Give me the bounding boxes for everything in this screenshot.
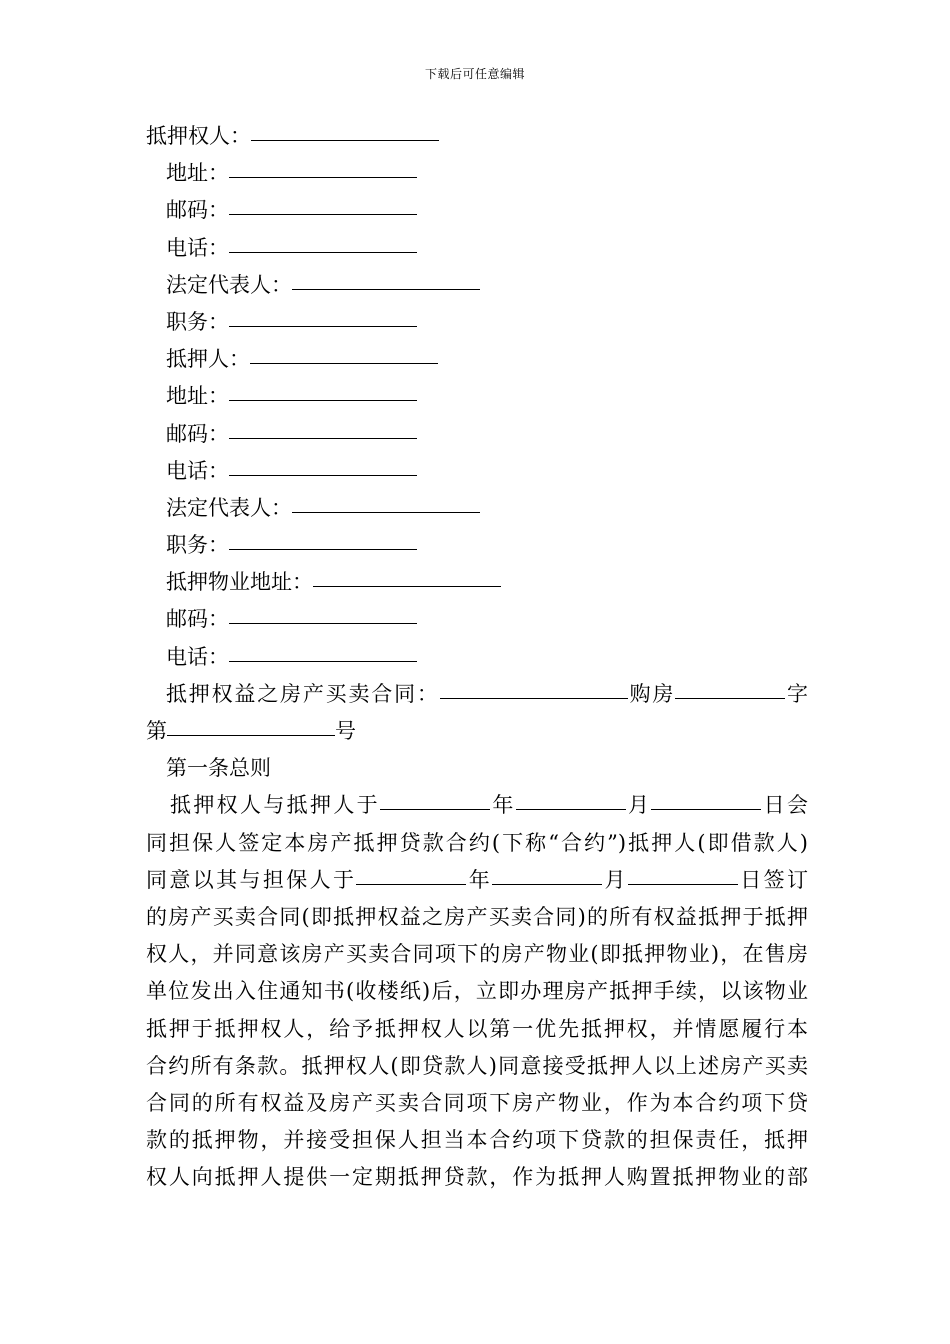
mortgagee-position-row xyxy=(146,304,808,341)
contract-blank[interactable] xyxy=(440,676,628,699)
mortgagor-row xyxy=(146,341,808,378)
contract-purchase-label: 购房 xyxy=(627,681,676,706)
mortgagor-address-row xyxy=(146,378,808,415)
contract-zi-label: 字 xyxy=(785,681,808,706)
mortgagee-phone-row xyxy=(146,230,808,267)
mortgagor-address-label: 地址： xyxy=(166,384,229,409)
mortgagor-postcode-label: 邮码： xyxy=(166,421,229,446)
mortgagor-position-row xyxy=(146,527,808,564)
contract-di-label: 第 xyxy=(146,719,167,743)
article1-text-line: 权人，并同意该房产买卖合同项下的房产物业(即抵押物业)，在售房 xyxy=(146,942,808,967)
mortgagee-phone-label: 电话： xyxy=(166,235,229,260)
contract-label: 抵押权益之房产买卖合同： xyxy=(166,681,440,706)
contract-number-blank[interactable] xyxy=(167,713,335,736)
mortgagee-postcode-row xyxy=(146,192,808,229)
mortgagor-label: 抵押人： xyxy=(166,347,250,372)
mortgagee-postcode-blank[interactable] xyxy=(229,192,417,215)
article1-month-label-1: 月 xyxy=(625,793,652,818)
article1-month-label-2: 月 xyxy=(602,867,628,892)
article1-line3-suffix: 日签订 xyxy=(737,867,808,892)
article1-text-line: 单位发出入住通知书(收楼纸)后，立即办理房产抵押手续，以该物业 xyxy=(146,979,808,1004)
contract-purchase-blank[interactable] xyxy=(675,676,785,699)
mortgagee-phone-blank[interactable] xyxy=(229,230,417,253)
header-note: 下载后可任意编辑 xyxy=(424,67,525,81)
property-phone-row xyxy=(146,639,808,676)
mortgagor-position-blank[interactable] xyxy=(229,527,417,550)
article1-text-line: 抵押于抵押权人，给予抵押权人以第一优先抵押权，并情愿履行本 xyxy=(146,1016,808,1041)
article1-day-blank-1[interactable] xyxy=(651,787,761,810)
article1-month-blank-1[interactable] xyxy=(516,787,626,810)
property-postcode-blank[interactable] xyxy=(229,601,417,624)
mortgagee-position-blank[interactable] xyxy=(229,304,417,327)
article1-title: 第一条总则 xyxy=(166,756,271,781)
mortgagee-row xyxy=(146,118,808,155)
contract-body xyxy=(146,118,808,1196)
article1-text-line: 的房产买卖合同(即抵押权益之房产买卖合同)的所有权益抵押于抵押 xyxy=(146,904,808,929)
mortgagor-position-label: 职务： xyxy=(166,533,229,558)
article1-month-blank-2[interactable] xyxy=(492,862,602,885)
mortgagor-blank[interactable] xyxy=(250,341,438,364)
property-postcode-label: 邮码： xyxy=(166,607,229,632)
article1-line1-suffix: 日会 xyxy=(761,793,809,818)
mortgagor-postcode-row xyxy=(146,416,808,453)
article1-line-1 xyxy=(146,787,808,824)
mortgagor-address-blank[interactable] xyxy=(229,378,417,401)
article1-year-blank-2[interactable] xyxy=(356,862,466,885)
mortgagee-address-label: 地址： xyxy=(166,161,229,186)
property-address-label: 抵押物业地址： xyxy=(166,570,313,595)
mortgagor-legal-rep-blank[interactable] xyxy=(292,490,480,513)
article1-text-line: 合约所有条款。抵押权人(即贷款人)同意接受抵押人以上述房产买卖 xyxy=(146,1053,808,1078)
article1-year-blank-1[interactable] xyxy=(380,787,490,810)
mortgagee-postcode-label: 邮码： xyxy=(166,198,229,223)
article1-line3-prefix: 同意以其与担保人于 xyxy=(146,867,357,892)
article1-text-line: 权人向抵押人提供一定期抵押贷款，作为抵押人购置抵押物业的部 xyxy=(146,1165,808,1190)
mortgagor-legal-rep-row xyxy=(146,490,808,527)
article1-line-2: 同担保人签定本房产抵押贷款合约(下称“合约”)抵押人(即借款人) xyxy=(146,830,808,855)
mortgagor-phone-row xyxy=(146,453,808,490)
mortgagee-address-blank[interactable] xyxy=(229,155,417,178)
mortgagee-blank[interactable] xyxy=(251,118,439,141)
property-address-row xyxy=(146,564,808,601)
property-phone-label: 电话： xyxy=(166,644,229,669)
property-postcode-row xyxy=(146,601,808,638)
mortgagor-legal-rep-label: 法定代表人： xyxy=(166,495,292,520)
article1-year-label-1: 年 xyxy=(490,793,516,818)
mortgagor-postcode-blank[interactable] xyxy=(229,416,417,439)
mortgagee-legal-rep-label: 法定代表人： xyxy=(166,272,292,297)
article1-text-line: 款的抵押物，并接受担保人担当本合约项下贷款的担保责任，抵押 xyxy=(146,1128,808,1153)
article1-line1-prefix: 抵押权人与抵押人于 xyxy=(170,793,380,818)
mortgagee-address-row xyxy=(146,155,808,192)
mortgagor-phone-blank[interactable] xyxy=(229,453,417,476)
mortgagee-position-label: 职务： xyxy=(166,309,229,334)
contract-ref-row xyxy=(146,676,808,713)
article1-day-blank-2[interactable] xyxy=(628,862,738,885)
property-phone-blank[interactable] xyxy=(229,639,417,662)
contract-hao-label: 号 xyxy=(335,719,356,743)
mortgagee-legal-rep-row xyxy=(146,267,808,304)
mortgagor-phone-label: 电话： xyxy=(166,458,229,483)
contract-number-row xyxy=(146,713,808,750)
property-address-blank[interactable] xyxy=(313,564,501,587)
article1-text-line: 合同的所有权益及房产买卖合同项下房产物业，作为本合约项下贷 xyxy=(146,1090,808,1115)
mortgagee-legal-rep-blank[interactable] xyxy=(292,267,480,290)
article1-line-3 xyxy=(146,862,808,899)
article1-year-label-2: 年 xyxy=(466,867,493,892)
mortgagee-label: 抵押权人： xyxy=(146,124,251,148)
